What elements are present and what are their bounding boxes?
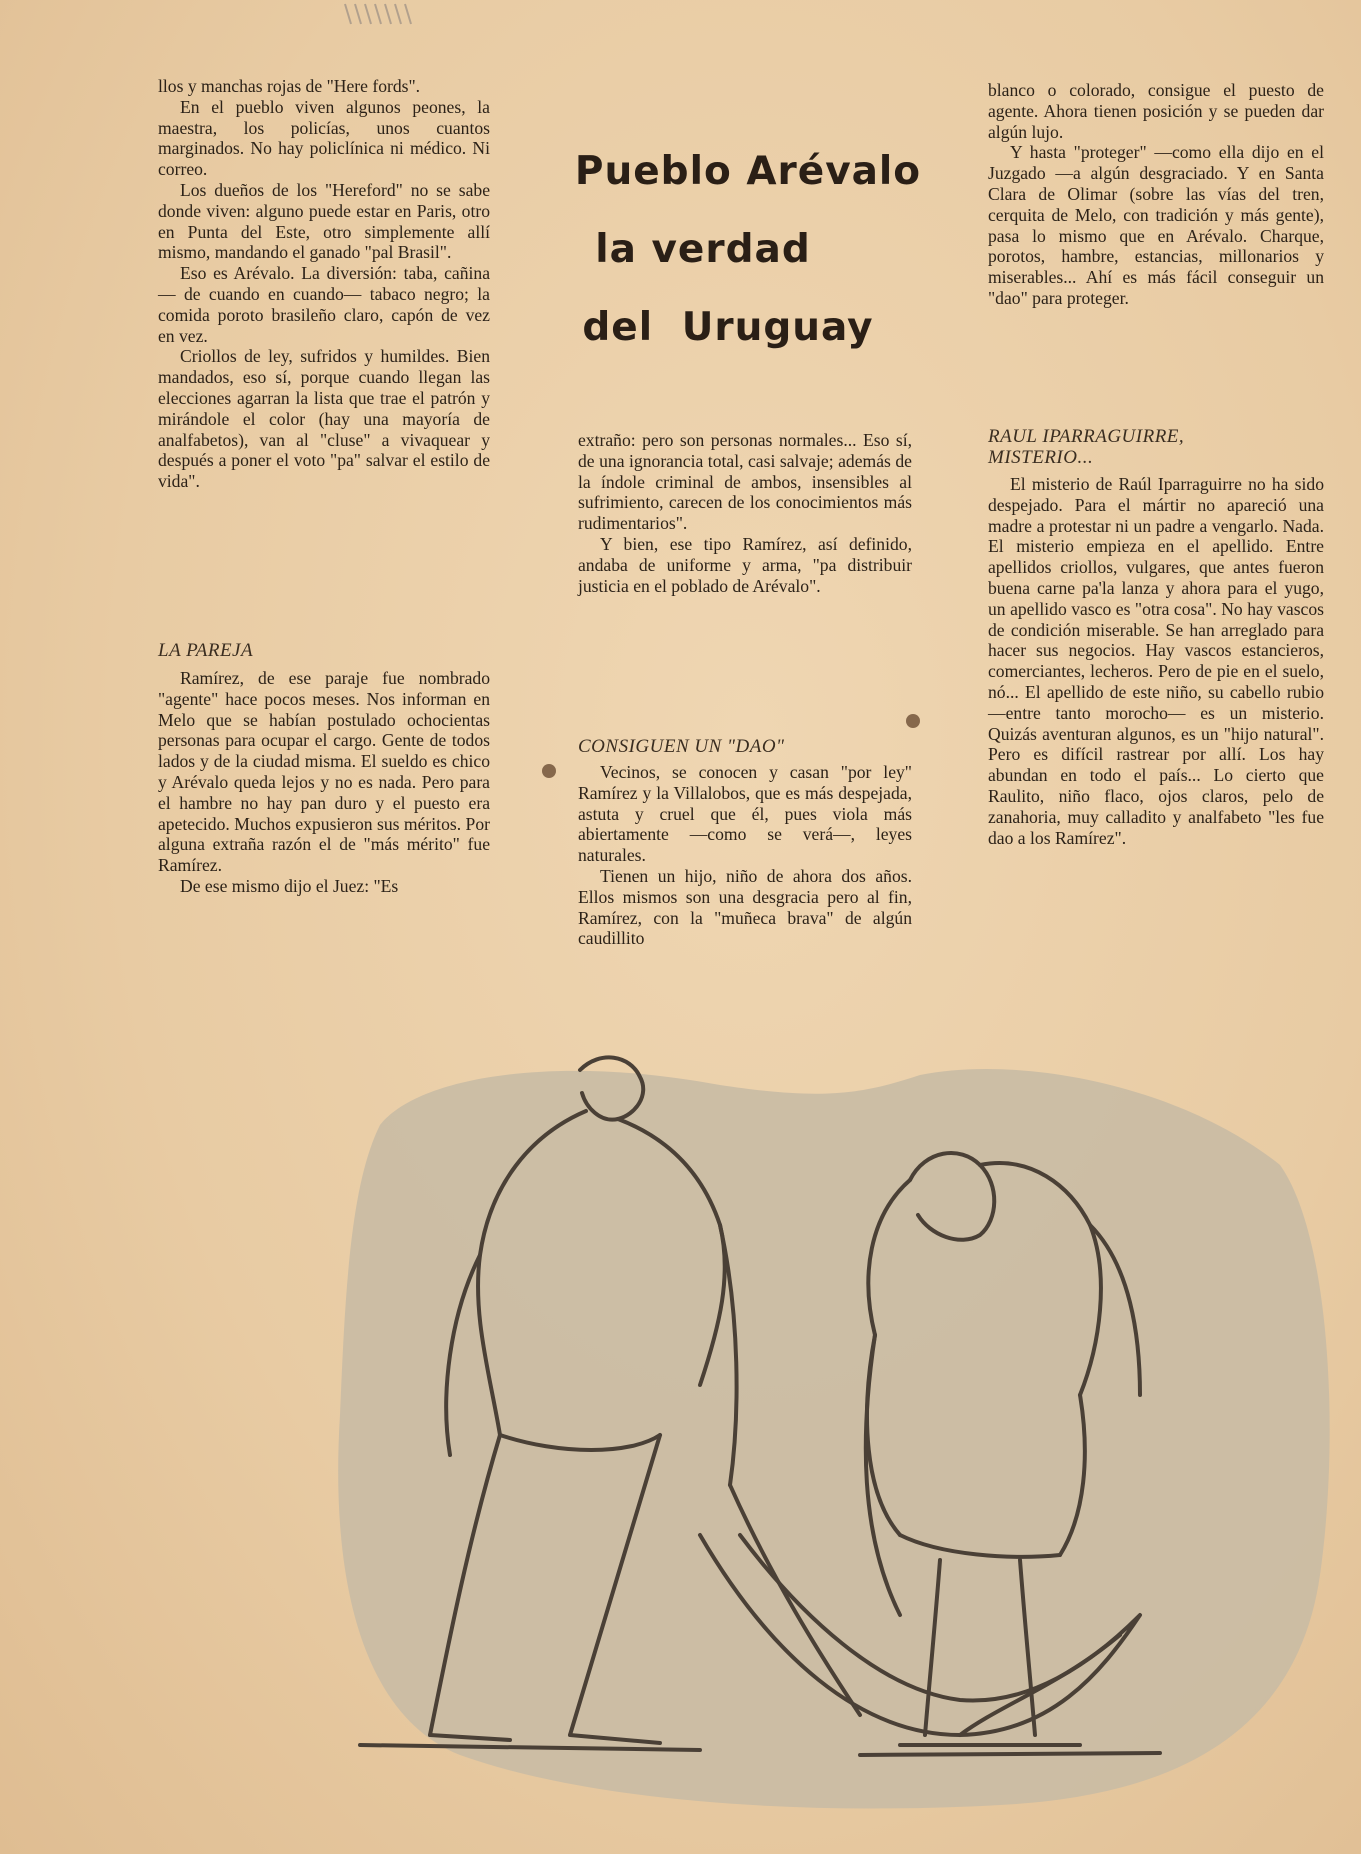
ink-spot xyxy=(542,764,556,778)
column-1-paragraph: Eso es Arévalo. La diversión: taba, cañina— de cuando en cuando— tabaco negro; la comida poroto brasileño claro, capón de vez en vez. xyxy=(158,263,490,346)
column-3-paragraph: extraño: pero son personas normales... Eso sí, de una ignorancia total, casi salvaje; además de la índole criminal de ambos, insensibles al sufrimiento, carecen de los conocimientos más rudimentarios". xyxy=(578,430,912,534)
column-3 xyxy=(578,430,912,596)
section-heading-raul-iparraguirre: RAUL IPARRAGUIRRE, MISTERIO... xyxy=(988,426,1185,468)
section-heading-consiguen-un-dao: CONSIGUEN UN "DAO" xyxy=(578,736,785,757)
column-1-paragraph: llos y manchas rojas de "Here fords". xyxy=(158,76,421,96)
title-line-3: del Uruguay xyxy=(582,305,874,350)
column-3-paragraph: Tienen un hijo, niño de ahora dos años. Ellos mismos son una desgracia pero al fin, Ramírez, con la "muñeca brava" de algún caudillito xyxy=(578,865,912,949)
ink-spot xyxy=(906,714,920,728)
column-4 xyxy=(988,80,1324,309)
column-3-paragraph: Y bien, ese tipo Ramírez, así definido, andaba de uniforme y arma, "pa distribuir justicia en el poblado de Arévalo". xyxy=(578,533,912,596)
column-4-paragraph: Y hasta "proteger" —como ella dijo en el Juzgado —a algún desgraciado. Y en Santa Clara de Olimar (sobre las vías del tren, cerquita de Melo, con tradición y más gente), pasa lo mismo que en Arévalo. Charque, porotos, hambre, estancias, millonarios y miserables... Ahí es más fácil conseguir un "dao" para proteger. xyxy=(988,142,1324,308)
corner-stamp-mark xyxy=(335,0,435,28)
column-2-paragraph: De ese mismo dijo el Juez: "Es xyxy=(180,875,399,896)
column-4-paragraph: blanco o colorado, consigue el puesto de agente. Ahora tienen posición y se pueden dar algún lujo. xyxy=(988,80,1324,142)
section-heading-la-pareja: LA PAREJA xyxy=(158,640,254,661)
column-3-continued xyxy=(578,762,912,949)
illustration-two-figures-carrying-sack xyxy=(300,1015,1340,1815)
title-line-1: Pueblo Arévalo xyxy=(574,149,922,194)
column-1-paragraph: Criollos de ley, sufridos y humildes. Bien mandados, eso sí, porque cuando llegan las elecciones agarran la lista que trae el patrón y mirándole el color (hay una mayoría de analfabetos), van al "cluse" a vivaquear y después a poner el voto "pa" salvar el estilo de vida". xyxy=(158,346,490,492)
column-1-paragraph: En el pueblo viven algunos peones, la maestra, los policías, unos cuantos marginados. No hay policlínica ni médico. Ni correo. xyxy=(158,96,490,180)
column-1-paragraph: Los dueños de los "Hereford" no se sabe donde viven: alguno puede estar en Paris, otro en Punta del Este, otro simplemente allí mismo, mandando el ganado "pal Brasil". xyxy=(158,179,490,263)
column-3-paragraph: Vecinos, se conocen y casan "por ley" Ramírez y la Villalobos, que es más despejada, astuta y cruel que él, pues viola más abiertamente —como se verá—, leyes naturales. xyxy=(578,762,912,866)
title-line-2: la verdad xyxy=(595,227,811,272)
column-2 xyxy=(158,668,490,897)
column-2-paragraph: Ramírez, de ese paraje fue nombrado "agente" hace pocos meses. Nos informan en Melo que se habían postulado ochocientas personas para ocupar el cargo. Gente de todos lados y de la ciudad misma. El sueldo es chico y Arévalo queda lejos y no es nada. Pero para el hambre no hay pan duro y el puesto era apetecido. Muchos expusieron sus méritos. Por alguna extraña razón el de "más mérito" fue Ramírez. xyxy=(158,668,490,876)
column-4-paragraph: El misterio de Raúl Iparraguirre no ha sido despejado. Para el mártir no apareció una madre a protestar ni un padre a vengarlo. Nada. El misterio empieza en el apellido. Entre apellidos criollos, vulgares, que antes fueron buena carne pa'la lanza y ahora para el yugo, un apellido vasco es "otra cosa". No hay vascos de condición miserable. Se han arreglado para hacer sus negocios. Hay vascos estancieros, comerciantes, lecheros. Pero de pie en el suelo, nó... El apellido de este niño, su cabello rubio —entre tanto morocho— es un misterio. Quizás aventuran algunos, es un "hijo natural". Pero es difícil rastrear por allí. Los hay abundan en todo el país... Lo cierto que Raulito, niño flaco, ojos claros, pelo de zanahoria, muy calladito y analfabeto "les fue dao a los Ramírez". xyxy=(988,474,1324,848)
column-4-continued xyxy=(988,474,1324,848)
column-1 xyxy=(158,76,490,492)
